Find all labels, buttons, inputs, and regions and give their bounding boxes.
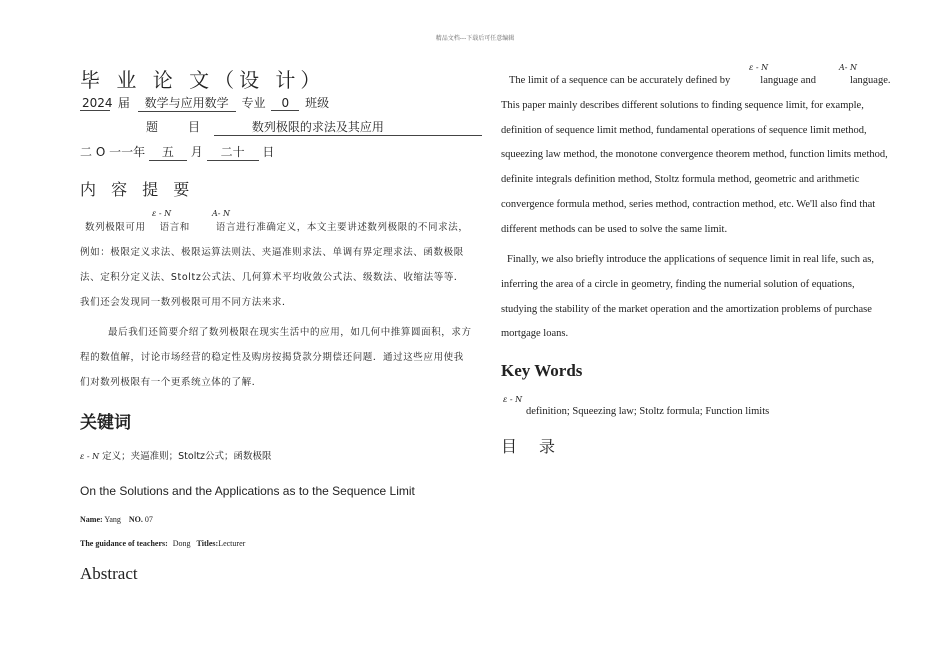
cover-month-label: 月 [190, 145, 203, 159]
abstract-para1 [501, 69, 893, 243]
no-value: 07 [144, 515, 153, 524]
keywords-en-text: definition; Squeezing law; Stoltz formula; Function limits [526, 406, 770, 417]
cover-date-row [80, 143, 274, 161]
guidance-row [80, 539, 245, 548]
summary-an-symbol: A- N [212, 209, 231, 218]
cover-day-label: 日 [262, 145, 275, 159]
abstract-para2: Finally, we also briefly introduce the applications of sequence limit in real life, such as, inferring the area of a circle in geometry, finding the numerial solution of equations, studying the stability of the market operation and the amortization problems of purchase mortgage loans. [501, 254, 875, 340]
toc-heading: 目录 [501, 437, 578, 456]
summary-cn-para2: 最后我们还简要介绍了数列极限在现实生活中的应用，如几何中推算圆面积，求方程的数值解，讨论市场经营的稳定性及购房按揭贷款分期偿还问题．通过这些应用使我们对数列极限有一个更系统立体的了解． [80, 327, 472, 388]
cover-topic: 数列极限的求法及其应用 [214, 118, 482, 136]
cover-year-label: 年 [133, 145, 146, 159]
cover-major-label: 专业 [241, 96, 266, 110]
cover-session-row [80, 94, 329, 112]
keywords-cn-text: 定义；夹逼准则；Stoltz公式；函数极限 [102, 451, 272, 462]
cover-class-no: 0 [271, 96, 299, 111]
keywords-cn-row [80, 448, 272, 462]
summary-eps-symbol: ε - N [152, 209, 172, 218]
page-header: 精品文档---下载后可任意编辑 [435, 35, 515, 42]
summary-para1-c: 语言进行准确定义，本文主要讲述数列极限的不同求法，例如：极限定义求法、极限运算法则法、夹逼准则求法、单调有界定理求法、函数极限法、定积分定义法、Stoltz公式法、几何算术平均收敛公式法、级数法、收缩法等等．我们还会发现同一数列极限可用不同方法来求． [80, 222, 469, 308]
summary-cn-heading: 内 容 提 要 [80, 180, 195, 199]
abstract-eps-symbol: ε - N [749, 63, 769, 72]
cover-year: 2024 [82, 96, 113, 110]
keywords-en-heading: Key Words [501, 361, 583, 380]
cover-month: 五 [149, 143, 187, 161]
titles-value: Lecturer [218, 539, 246, 548]
english-title: On the Solutions and the Applications as to the Sequence Limit [80, 484, 415, 498]
abstract-heading: Abstract [80, 564, 138, 583]
cover-day: 二十 [207, 143, 259, 161]
name-label: Name: [80, 515, 103, 524]
abstract-para1-b: language and [760, 75, 816, 86]
abstract-para1-a: The limit of a sequence can be accurately defined by [509, 75, 731, 86]
thesis-title: 毕 业 论 文（设 计） [80, 68, 326, 92]
abstract-para1-c: language. This paper mainly describes different solutions to finding sequence limit, for example, definition of sequence limit method, fundamental operations of sequence limit method, squeezing law method, the monotone convergence theorem method, function limits method, definite integrals definition method, Stoltz formula method, geometric and arithmetic convergence formula method, series method, contraction method, etc. We'll also find that different methods can be used to solve the same limit. [501, 75, 891, 235]
keywords-cn-eps: ε - N [80, 452, 100, 461]
keywords-en-eps: ε - N [503, 395, 523, 404]
titles-label: Titles: [196, 539, 219, 548]
cover-topic-label: 题 目 [146, 120, 203, 134]
cover-major: 数学与应用数学 [138, 94, 236, 112]
abstract-an-symbol: A- N [839, 63, 858, 72]
keywords-cn-heading: 关键词 [80, 413, 131, 433]
summary-cn-para1 [80, 215, 472, 315]
no-label: NO. [128, 515, 143, 524]
author-row [80, 515, 153, 524]
summary-para1-a: 数列极限可用 [85, 222, 146, 233]
guidance-label: The guidance of teachers: [80, 539, 168, 548]
cover-session-label: 届 [117, 96, 130, 110]
cover-class-label: 班级 [305, 96, 330, 110]
summary-para1-b: 语言和 [159, 222, 190, 233]
guidance-value: Dong [172, 539, 191, 548]
cover-topic-row [146, 118, 482, 136]
cover-date-prefix: 二 O 一一 [80, 145, 134, 159]
name-value: Yang [104, 515, 121, 524]
